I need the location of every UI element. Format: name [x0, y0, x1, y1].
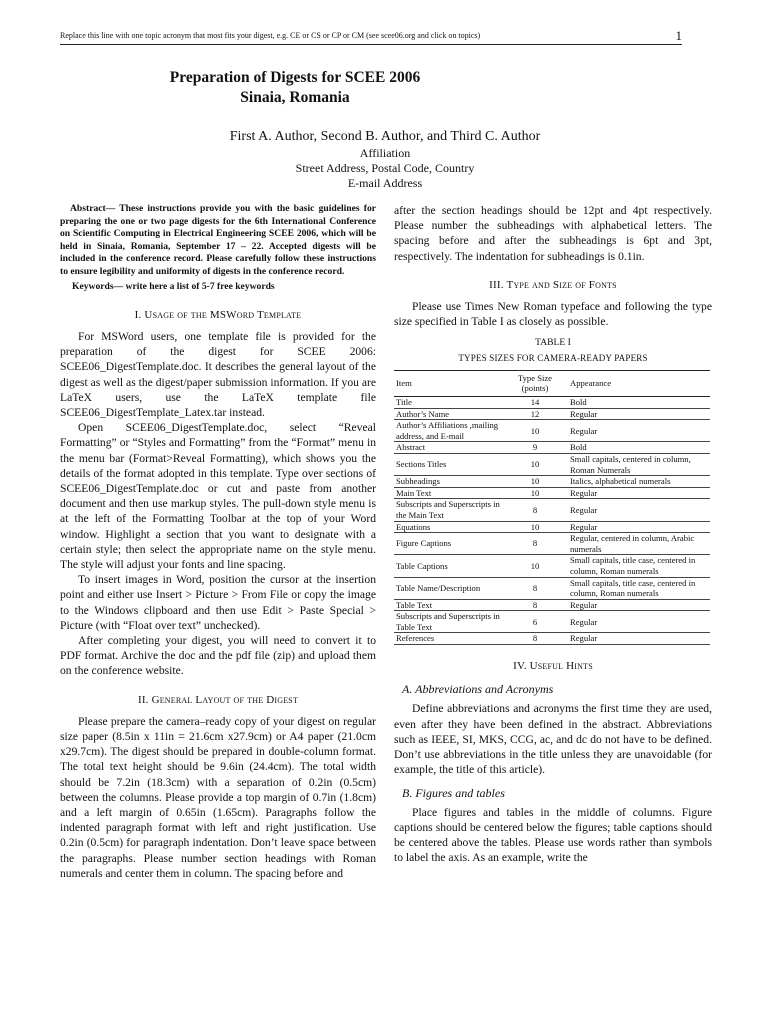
table-header-cell: Type Size (points) [502, 370, 568, 396]
table-cell: 12 [502, 408, 568, 420]
table-cell: Italics, alphabetical numerals [568, 476, 710, 488]
running-header [60, 30, 682, 45]
table-cell: Regular [568, 633, 710, 645]
paragraph: Please prepare the camera–ready copy of your digest on regular size paper (8.5in x 11in = 21.6cm x27.9cm) or A4 paper (21.0cm x29.7cm). The digest should be prepared in double-column format. The total text height should be 9.6in (24.4cm). The total width should be 7.2in (18.3cm) with a separation of 0.2in (0.5cm) between the columns. Please provide a top margin of 0.7in (1.8cm) and a left margin of 0.65in (1.65cm). Paragraphs follow the indented paragraph format with left and right justification. Use 0.2in (0.5cm) for paragraph indentation. Don’t leave space between the paragraphs. Please number section headings with Roman numerals and center them in column. The spacing before and [60, 714, 376, 880]
table-caption: TYPES SIZES FOR CAMERA-READY PAPERS [458, 352, 648, 363]
table-row [394, 487, 710, 499]
paragraph: Place figures and tables in the middle of columns. Figure captions should be centered below the figures; table captions should be centered above the tables. Please use words rather than symbols to label the axis. As an example, write the [394, 805, 712, 865]
paragraph: Define abbreviations and acronyms the first time they are used, even after they have been defined in the abstract. Abbreviations such as IEEE, SI, MKS, CCG, ac, and dc do not have to be defined. Don’t use abbreviations in the title unless they are unavoidable (for example, the title of this article). [394, 702, 712, 777]
table-header-cell: Item [394, 370, 502, 396]
table-row [394, 442, 710, 454]
table-cell: Abstract [394, 442, 502, 454]
table-cell: Regular [568, 611, 710, 633]
table-cell: 10 [502, 420, 568, 442]
table-row [394, 577, 710, 599]
table-cell: 8 [502, 599, 568, 611]
paragraph: To insert images in Word, position the cursor at the insertion point and either use Insert > Picture > From File or copy the image to the Windows clipboard and then use Edit > Paste Special > Picture (with “Float over text” unchecked). [60, 573, 376, 632]
table-header-row [394, 370, 710, 396]
table-cell: 8 [502, 499, 568, 521]
table-cell: Subscripts and Superscripts in the Main Text [394, 499, 502, 521]
table-cell: Figure Captions [394, 533, 502, 555]
table-row [394, 420, 710, 442]
left-column [60, 203, 376, 881]
section-title-4: IV. Useful Hints [513, 660, 593, 673]
table-row [394, 397, 710, 409]
table-cell: Small capitals, title case, centered in column, Roman numerals [568, 577, 710, 599]
table-header-cell: Appearance [568, 370, 710, 396]
paragraph: Please use Times New Roman typeface and following the type size specified in Table I as closely as possible. [394, 300, 712, 329]
email-address: E-mail Address [347, 176, 423, 190]
table-cell: References [394, 633, 502, 645]
table-cell: 10 [502, 555, 568, 577]
paper-title-line1: Preparation of Digests for SCEE 2006 [169, 69, 421, 86]
table-label: TABLE I [535, 337, 571, 349]
table-row [394, 499, 710, 521]
paragraph: For MSWord users, one template file is provided for the preparation of the digest for SCEE 2006: SCEE06_DigestTemplate.doc. It describes the general layout of the digest as well as the digest/paper submission information. If you are LaTeX users, use the LaTeX template file SCEE06_DigestTemplate_Latex.tar instead. [60, 329, 376, 419]
table-row [394, 599, 710, 611]
table-row [394, 476, 710, 488]
table-row [394, 521, 710, 533]
table-cell: Table Text [394, 599, 502, 611]
table-cell: Regular [568, 408, 710, 420]
table-cell: 9 [502, 442, 568, 454]
table-cell: Bold [568, 442, 710, 454]
table-cell: Author’s Name [394, 408, 502, 420]
subsection-title-a: A. Abbreviations and Acronyms [402, 682, 554, 697]
paragraph: Open SCEE06_DigestTemplate.doc, select “Reveal Formatting” or “Styles and Formatting” from the “Format” menu in the menu bar (Format>Reveal Formatting), which shows you the details of the format adopted in this template. Type over sections of SCEE06_DigestTemplate.doc or cut and paste from another document and then use markup styles. The pull-down style menu is at the left of the Formatting Toolbar at the top of your Word window. Highlight a section that you want to designate with a certain style; then select the appropriate name on the style menu. The style will adjust your fonts and line spacing. [60, 421, 376, 572]
table-row [394, 408, 710, 420]
paragraph: After completing your digest, you will need to convert it to PDF format. Archive the doc and the pdf file (zip) and upload them on the conference website. [60, 634, 376, 678]
table-cell: 10 [502, 487, 568, 499]
table-cell: Main Text [394, 487, 502, 499]
table-cell: Small capitals, title case, centered in column, Roman numerals [568, 555, 710, 577]
table-cell: 6 [502, 611, 568, 633]
abstract: Abstract— These instructions provide you with the basic guidelines for preparing the one or two page digests for the 6th International Conference on Scientific Computing in Electrical Engineering SCEE 2006, which will be held in Sinaia, Romania, September 17 – 22. Accepted digests will be included in the conference record. Please carefully follow these instructions to ensure legibility and uniformity of digests in the conference record. [60, 203, 376, 277]
right-column [394, 203, 712, 866]
table-cell: Equations [394, 521, 502, 533]
table-cell: Regular [568, 599, 710, 611]
table-cell: Regular [568, 487, 710, 499]
table-cell: Regular, centered in column, Arabic numerals [568, 533, 710, 555]
table-cell: 10 [502, 453, 568, 475]
section-title-3: III. Type and Size of Fonts [489, 278, 617, 291]
table-cell: 14 [502, 397, 568, 409]
affiliation: Affiliation [359, 146, 411, 160]
table-cell: 8 [502, 633, 568, 645]
table-cell: 10 [502, 476, 568, 488]
table-cell: Small capitals, centered in column, Roman Numerals [568, 453, 710, 475]
table-cell: Bold [568, 397, 710, 409]
type-size-table [394, 370, 710, 645]
table-body [394, 397, 710, 645]
table-cell: Sections Titles [394, 453, 502, 475]
section-title-2: II. General Layout of the Digest [137, 693, 299, 706]
paragraph: after the section headings should be 12pt and 4pt respectively. Please number the subheadings with alphabetical letters. The spacing before and after the subheadings is 6pt and 3pt, respectively. The indentation for subheadings is 0.1in. [394, 204, 712, 263]
table-cell: Table Name/Description [394, 577, 502, 599]
table-cell: 10 [502, 521, 568, 533]
section-title-1: I. Usage of the MSWord Template [134, 308, 302, 321]
table-cell: Regular [568, 499, 710, 521]
header-text: Replace this line with one topic acronym that most fits your digest, e.g. CE or CS or CP or CM (see scee06.org and click on topics) [60, 31, 481, 40]
table-row [394, 611, 710, 633]
table-cell: Author’s Affiliations ,mailing address, and E-mail [394, 420, 502, 442]
keywords: Keywords— write here a list of 5-7 free keywords [72, 280, 275, 292]
table-cell: Regular [568, 420, 710, 442]
table-row [394, 533, 710, 555]
table-row [394, 453, 710, 475]
table-cell: Title [394, 397, 502, 409]
table-cell: 8 [502, 577, 568, 599]
subsection-title-b: B. Figures and tables [402, 785, 505, 800]
table-cell: 8 [502, 533, 568, 555]
table-cell: Subheadings [394, 476, 502, 488]
paper-title-line2: Sinaia, Romania [240, 89, 350, 106]
table-cell: Regular [568, 521, 710, 533]
table-row [394, 555, 710, 577]
page-number: 1 [675, 28, 682, 43]
author-list: First A. Author, Second B. Author, and Third C. Author [229, 129, 541, 144]
table-cell: Table Captions [394, 555, 502, 577]
table-cell: Subscripts and Superscripts in Table Text [394, 611, 502, 633]
table-row [394, 633, 710, 645]
street-address: Street Address, Postal Code, Country [295, 161, 475, 175]
